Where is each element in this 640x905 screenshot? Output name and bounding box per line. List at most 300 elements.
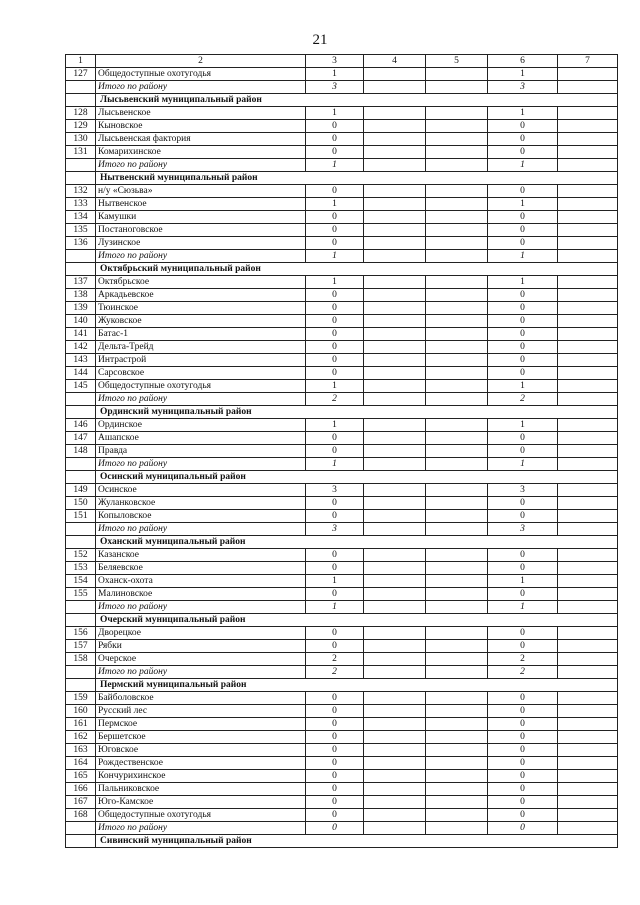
hunting-ground-name: Рябки	[96, 640, 306, 653]
col6-value: 1	[488, 250, 558, 263]
hunting-ground-name: Лузинское	[96, 237, 306, 250]
col6-value: 3	[488, 523, 558, 536]
row-number	[66, 822, 96, 835]
hunting-ground-name: Оханск-охота	[96, 575, 306, 588]
col5-value	[426, 211, 488, 224]
col5-value	[426, 627, 488, 640]
col4-value	[364, 458, 426, 471]
col6-value: 0	[488, 445, 558, 458]
row-number: 153	[66, 562, 96, 575]
table-row	[66, 627, 618, 640]
row-number: 145	[66, 380, 96, 393]
col4-value	[364, 68, 426, 81]
hunting-ground-name: Юговское	[96, 744, 306, 757]
row-number: 155	[66, 588, 96, 601]
col3-value: 0	[306, 796, 364, 809]
col4-value	[364, 549, 426, 562]
col4-value	[364, 744, 426, 757]
col6-value: 0	[488, 562, 558, 575]
hunting-ground-name: Беляевское	[96, 562, 306, 575]
hunting-ground-name: Аркадьевское	[96, 289, 306, 302]
hunting-ground-name: Рождественское	[96, 757, 306, 770]
col3-value: 3	[306, 81, 364, 94]
hunting-ground-name: Нытвенское	[96, 198, 306, 211]
total-label: Итого по району	[96, 523, 306, 536]
col5-value	[426, 588, 488, 601]
col5-value	[426, 237, 488, 250]
col6-value: 0	[488, 731, 558, 744]
col6-value: 0	[488, 120, 558, 133]
col3-value: 0	[306, 770, 364, 783]
col6-value: 0	[488, 549, 558, 562]
col4-value	[364, 367, 426, 380]
col4-value	[364, 510, 426, 523]
col6-value: 0	[488, 367, 558, 380]
col6-value: 0	[488, 302, 558, 315]
total-row	[66, 458, 618, 471]
hunting-ground-name: Общедоступные охотугодья	[96, 380, 306, 393]
col6-value: 0	[488, 211, 558, 224]
hunting-ground-name: Октябрьское	[96, 276, 306, 289]
column-header: 6	[488, 55, 558, 68]
col7-value	[558, 315, 618, 328]
col7-value	[558, 523, 618, 536]
col7-value	[558, 796, 618, 809]
col4-value	[364, 445, 426, 458]
table-row	[66, 120, 618, 133]
col3-value: 0	[306, 315, 364, 328]
col7-value	[558, 237, 618, 250]
col6-value: 0	[488, 289, 558, 302]
total-label: Итого по району	[96, 458, 306, 471]
col7-value	[558, 276, 618, 289]
col5-value	[426, 744, 488, 757]
hunting-ground-name: Камушки	[96, 211, 306, 224]
col3-value: 0	[306, 692, 364, 705]
col6-value: 0	[488, 757, 558, 770]
empty-cell	[66, 94, 96, 107]
col5-value	[426, 393, 488, 406]
col5-value	[426, 133, 488, 146]
col6-value: 1	[488, 68, 558, 81]
col7-value	[558, 354, 618, 367]
empty-cell	[66, 536, 96, 549]
table-row	[66, 653, 618, 666]
table-row	[66, 328, 618, 341]
total-label: Итого по району	[96, 81, 306, 94]
table-row	[66, 432, 618, 445]
hunting-ground-name: Пермское	[96, 718, 306, 731]
col6-value: 0	[488, 718, 558, 731]
col6-value: 0	[488, 341, 558, 354]
col5-value	[426, 705, 488, 718]
col3-value: 1	[306, 419, 364, 432]
col3-value: 0	[306, 705, 364, 718]
col7-value	[558, 575, 618, 588]
row-number: 133	[66, 198, 96, 211]
col7-value	[558, 224, 618, 237]
table-row	[66, 770, 618, 783]
hunting-ground-name: Кыновское	[96, 120, 306, 133]
district-header-row	[66, 536, 618, 549]
table-row	[66, 692, 618, 705]
col4-value	[364, 484, 426, 497]
col5-value	[426, 354, 488, 367]
hunting-ground-name: Дельта-Трейд	[96, 341, 306, 354]
row-number: 131	[66, 146, 96, 159]
row-number: 139	[66, 302, 96, 315]
col3-value: 1	[306, 575, 364, 588]
row-number: 142	[66, 341, 96, 354]
col3-value: 0	[306, 120, 364, 133]
col4-value	[364, 159, 426, 172]
row-number: 163	[66, 744, 96, 757]
col4-value	[364, 523, 426, 536]
col5-value	[426, 796, 488, 809]
col7-value	[558, 250, 618, 263]
col6-value: 1	[488, 107, 558, 120]
col7-value	[558, 289, 618, 302]
row-number: 129	[66, 120, 96, 133]
col3-value: 1	[306, 250, 364, 263]
col7-value	[558, 68, 618, 81]
col4-value	[364, 354, 426, 367]
col3-value: 0	[306, 757, 364, 770]
col6-value: 0	[488, 237, 558, 250]
column-header: 1	[66, 55, 96, 68]
hunting-ground-name: Русский лес	[96, 705, 306, 718]
col7-value	[558, 341, 618, 354]
col6-value: 0	[488, 510, 558, 523]
table-row	[66, 367, 618, 380]
col3-value: 0	[306, 549, 364, 562]
col5-value	[426, 458, 488, 471]
row-number: 157	[66, 640, 96, 653]
table-row	[66, 718, 618, 731]
col6-value: 2	[488, 653, 558, 666]
row-number: 127	[66, 68, 96, 81]
col3-value: 1	[306, 601, 364, 614]
row-number: 138	[66, 289, 96, 302]
col3-value: 0	[306, 744, 364, 757]
table-row	[66, 341, 618, 354]
col5-value	[426, 692, 488, 705]
col6-value: 0	[488, 809, 558, 822]
hunting-ground-name: Правда	[96, 445, 306, 458]
table-header-row	[66, 55, 618, 68]
row-number: 132	[66, 185, 96, 198]
col6-value: 1	[488, 458, 558, 471]
col4-value	[364, 250, 426, 263]
col6-value: 0	[488, 328, 558, 341]
col4-value	[364, 302, 426, 315]
hunting-grounds-table	[65, 54, 618, 848]
col6-value: 2	[488, 666, 558, 679]
table-row	[66, 198, 618, 211]
row-number: 168	[66, 809, 96, 822]
col6-value: 3	[488, 81, 558, 94]
row-number: 136	[66, 237, 96, 250]
col7-value	[558, 653, 618, 666]
row-number: 141	[66, 328, 96, 341]
col6-value: 0	[488, 224, 558, 237]
table-row	[66, 224, 618, 237]
total-row	[66, 666, 618, 679]
total-row	[66, 601, 618, 614]
district-header-row	[66, 679, 618, 692]
col5-value	[426, 107, 488, 120]
col7-value	[558, 328, 618, 341]
col3-value: 0	[306, 809, 364, 822]
total-label: Итого по району	[96, 601, 306, 614]
table-row	[66, 640, 618, 653]
col4-value	[364, 107, 426, 120]
row-number: 167	[66, 796, 96, 809]
col5-value	[426, 159, 488, 172]
col7-value	[558, 185, 618, 198]
col3-value: 0	[306, 302, 364, 315]
district-name: Оханский муниципальный район	[96, 536, 618, 549]
col7-value	[558, 510, 618, 523]
col3-value: 0	[306, 237, 364, 250]
hunting-ground-name: Очерское	[96, 653, 306, 666]
col7-value	[558, 432, 618, 445]
col4-value	[364, 211, 426, 224]
table-row	[66, 562, 618, 575]
col7-value	[558, 770, 618, 783]
hunting-ground-name: Пальниковское	[96, 783, 306, 796]
district-header-row	[66, 614, 618, 627]
col5-value	[426, 185, 488, 198]
col3-value: 1	[306, 276, 364, 289]
row-number: 143	[66, 354, 96, 367]
row-number: 151	[66, 510, 96, 523]
total-row	[66, 523, 618, 536]
col4-value	[364, 588, 426, 601]
hunting-ground-name: Постаноговское	[96, 224, 306, 237]
district-name: Сивинский муниципальный район	[96, 835, 618, 848]
table-row	[66, 575, 618, 588]
total-row	[66, 81, 618, 94]
col5-value	[426, 445, 488, 458]
col7-value	[558, 120, 618, 133]
col6-value: 0	[488, 133, 558, 146]
col7-value	[558, 302, 618, 315]
district-name: Октябрьский муниципальный район	[96, 263, 618, 276]
col3-value: 0	[306, 211, 364, 224]
col6-value: 3	[488, 484, 558, 497]
col3-value: 3	[306, 484, 364, 497]
row-number: 154	[66, 575, 96, 588]
col5-value	[426, 328, 488, 341]
col4-value	[364, 289, 426, 302]
col5-value	[426, 562, 488, 575]
col4-value	[364, 757, 426, 770]
table-row	[66, 185, 618, 198]
col3-value: 0	[306, 445, 364, 458]
col7-value	[558, 627, 618, 640]
row-number: 146	[66, 419, 96, 432]
col7-value	[558, 393, 618, 406]
col5-value	[426, 770, 488, 783]
row-number: 135	[66, 224, 96, 237]
col3-value: 0	[306, 562, 364, 575]
col4-value	[364, 718, 426, 731]
row-number: 150	[66, 497, 96, 510]
table-row	[66, 809, 618, 822]
table-row	[66, 510, 618, 523]
hunting-ground-name: Юго-Камское	[96, 796, 306, 809]
empty-cell	[66, 679, 96, 692]
col4-value	[364, 146, 426, 159]
col4-value	[364, 783, 426, 796]
col4-value	[364, 705, 426, 718]
col4-value	[364, 666, 426, 679]
hunting-ground-name: Байболовское	[96, 692, 306, 705]
row-number	[66, 601, 96, 614]
hunting-ground-name: Бершетское	[96, 731, 306, 744]
col7-value	[558, 81, 618, 94]
col5-value	[426, 120, 488, 133]
col5-value	[426, 666, 488, 679]
col5-value	[426, 653, 488, 666]
total-row	[66, 822, 618, 835]
col7-value	[558, 159, 618, 172]
col7-value	[558, 419, 618, 432]
column-header: 5	[426, 55, 488, 68]
row-number: 152	[66, 549, 96, 562]
col6-value: 0	[488, 627, 558, 640]
col7-value	[558, 809, 618, 822]
col5-value	[426, 432, 488, 445]
row-number: 149	[66, 484, 96, 497]
col6-value: 0	[488, 783, 558, 796]
district-name: Пермский муниципальный район	[96, 679, 618, 692]
col3-value: 0	[306, 627, 364, 640]
col6-value: 0	[488, 822, 558, 835]
row-number: 158	[66, 653, 96, 666]
col7-value	[558, 757, 618, 770]
col5-value	[426, 484, 488, 497]
row-number: 134	[66, 211, 96, 224]
col6-value: 1	[488, 575, 558, 588]
table-row	[66, 276, 618, 289]
col7-value	[558, 458, 618, 471]
col7-value	[558, 666, 618, 679]
col4-value	[364, 185, 426, 198]
col4-value	[364, 640, 426, 653]
col7-value	[558, 601, 618, 614]
col5-value	[426, 250, 488, 263]
hunting-ground-name: Казанское	[96, 549, 306, 562]
col6-value: 0	[488, 744, 558, 757]
col3-value: 0	[306, 718, 364, 731]
col4-value	[364, 731, 426, 744]
col7-value	[558, 146, 618, 159]
empty-cell	[66, 614, 96, 627]
table-row	[66, 237, 618, 250]
col6-value: 0	[488, 432, 558, 445]
column-header: 3	[306, 55, 364, 68]
col7-value	[558, 705, 618, 718]
hunting-ground-name: Дворецкое	[96, 627, 306, 640]
col3-value: 0	[306, 341, 364, 354]
table-row	[66, 146, 618, 159]
col6-value: 1	[488, 601, 558, 614]
hunting-ground-name: Копыловское	[96, 510, 306, 523]
col5-value	[426, 68, 488, 81]
row-number	[66, 159, 96, 172]
row-number: 156	[66, 627, 96, 640]
table-row	[66, 107, 618, 120]
total-row	[66, 393, 618, 406]
col4-value	[364, 81, 426, 94]
col4-value	[364, 653, 426, 666]
col5-value	[426, 575, 488, 588]
column-header: 4	[364, 55, 426, 68]
col7-value	[558, 380, 618, 393]
total-label: Итого по району	[96, 666, 306, 679]
district-header-row	[66, 94, 618, 107]
hunting-ground-name: Тюинское	[96, 302, 306, 315]
col5-value	[426, 718, 488, 731]
table-row	[66, 549, 618, 562]
col6-value: 1	[488, 419, 558, 432]
col3-value: 1	[306, 68, 364, 81]
col7-value	[558, 731, 618, 744]
col3-value: 0	[306, 185, 364, 198]
col7-value	[558, 549, 618, 562]
row-number: 162	[66, 731, 96, 744]
col5-value	[426, 302, 488, 315]
hunting-ground-name: н/у «Сюзьва»	[96, 185, 306, 198]
col4-value	[364, 432, 426, 445]
district-name: Лысьвенский муниципальный район	[96, 94, 618, 107]
table-row	[66, 133, 618, 146]
total-label: Итого по району	[96, 822, 306, 835]
col6-value: 0	[488, 692, 558, 705]
col3-value: 0	[306, 640, 364, 653]
table-row	[66, 484, 618, 497]
col4-value	[364, 822, 426, 835]
col4-value	[364, 393, 426, 406]
hunting-ground-name: Малиновское	[96, 588, 306, 601]
col3-value: 0	[306, 328, 364, 341]
table-row	[66, 354, 618, 367]
row-number: 165	[66, 770, 96, 783]
col3-value: 0	[306, 432, 364, 445]
hunting-ground-name: Интрастрой	[96, 354, 306, 367]
col7-value	[558, 133, 618, 146]
col4-value	[364, 601, 426, 614]
col5-value	[426, 822, 488, 835]
col5-value	[426, 81, 488, 94]
row-number: 137	[66, 276, 96, 289]
col3-value: 0	[306, 783, 364, 796]
row-number: 164	[66, 757, 96, 770]
district-header-row	[66, 172, 618, 185]
row-number	[66, 458, 96, 471]
col7-value	[558, 198, 618, 211]
col4-value	[364, 224, 426, 237]
col7-value	[558, 107, 618, 120]
page-number: 21	[312, 32, 328, 48]
row-number: 160	[66, 705, 96, 718]
table-row	[66, 783, 618, 796]
col7-value	[558, 783, 618, 796]
col7-value	[558, 562, 618, 575]
col6-value: 0	[488, 640, 558, 653]
